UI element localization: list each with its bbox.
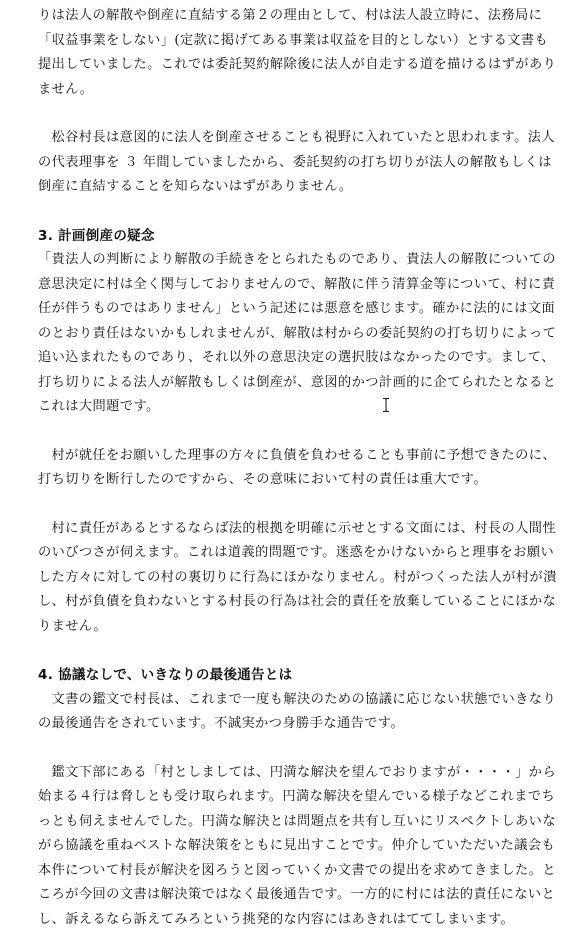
paragraph-spacer [38, 493, 560, 517]
paragraph-spacer [38, 639, 560, 663]
paragraph-spacer [38, 420, 560, 444]
paragraph-legal-dissolution-reason: りは法人の解散や倒産に直結する第２の理由として、村は法人設立時に、法務局に「収益事業をしない」(定款に掲げてある事業は収益を目的としない）とする文書も提出していました。これでは委託契約解除後に法人が自走する道を描けるはずがありません。 [38, 4, 560, 102]
paragraph-village-responsibility: 村が就任をお願いした理事の方々に負債を負わせることも事前に予想できたのに、打ち切りを断行したのですから、その意味において村の責任は重大です。 [38, 444, 560, 493]
paragraph-moral-issue: 村に責任があるとするならば法的根拠を明確に示せとする文面には、村長の人間性のいびつさが伺えます。これは道義的問題です。迷惑をかけないからと理事をお願いした方々に対しての村の裏切りに行為にほかなりません。村がつくった法人が村が潰し、村が負債を負わないとする村長の行為は社会的責任を放棄していることにほかなりません。 [38, 517, 560, 640]
section-heading-planned-bankruptcy: 3. 計画倒産の疑念 [38, 224, 560, 249]
paragraph-final-notice: 文書の鑑文で村長は、これまで一度も解決のための協議に応じない状態でいきなりの最後通告をされています。不誠実かつ身勝手な通告です。 [38, 688, 560, 737]
text-cursor-icon [382, 398, 390, 412]
paragraph-spacer [38, 200, 560, 224]
paragraph-quoted-statement: 「貴法人の判断により解散の手続きをとられたものであり、貴法人の解散についての意思決定に村は全く関与しておりませんので、解散に伴う清算金等について、村に責任が伴うものではありません」という記述には悪意を感じます。確かに法的には文面のとおり責任はないかもしれませんが、解散は村からの委託契約の打ち切りによって追い込まれたものであり、それ以外の意思決定の選択肢はなかったのです。まして、打ち切りによる法人が解散もしくは倒産が、意図的かつ計画的に企てられたとなるとこれは大問題です。 [38, 248, 560, 420]
paragraph-spacer [38, 737, 560, 761]
document-body [38, 4, 560, 932]
paragraph-mayor-intent: 松谷村長は意図的に法人を倒産させることも視野に入れていたと思われます。法人の代表理事を ３ 年間していましたから、委託契約の打ち切りが法人の解散もしくは倒産に直結することを知らないはずがありません。 [38, 126, 560, 200]
i-beam-cursor-icon [382, 398, 390, 412]
paragraph-spacer [38, 102, 560, 126]
section-heading-final-notice: 4. 協議なしで、いきなりの最後通告とは [38, 663, 560, 688]
paragraph-amicable-resolution: 鑑文下部にある「村としましては、円満な解決を望んでおりますが・・・・」から始まる４行は脅しとも受け取られます。円満な解決を望んでいる様子などこれまでちっとも伺えませんでした。円満な解決とは問題点を共有し互いにリスペクトしあいながら協議を重ねベストな解決策をともに見出すことです。仲介していただいた議会も本件について村長が解決を図ろうと図っていくか文書での提出を求めてきました。ところが今回の文書は解決策ではなく最後通告です。一方的に村には法的責任にないとし、訴えるなら訴えてみろという挑発的な内容にはあきれはててしまいます。 [38, 761, 560, 932]
